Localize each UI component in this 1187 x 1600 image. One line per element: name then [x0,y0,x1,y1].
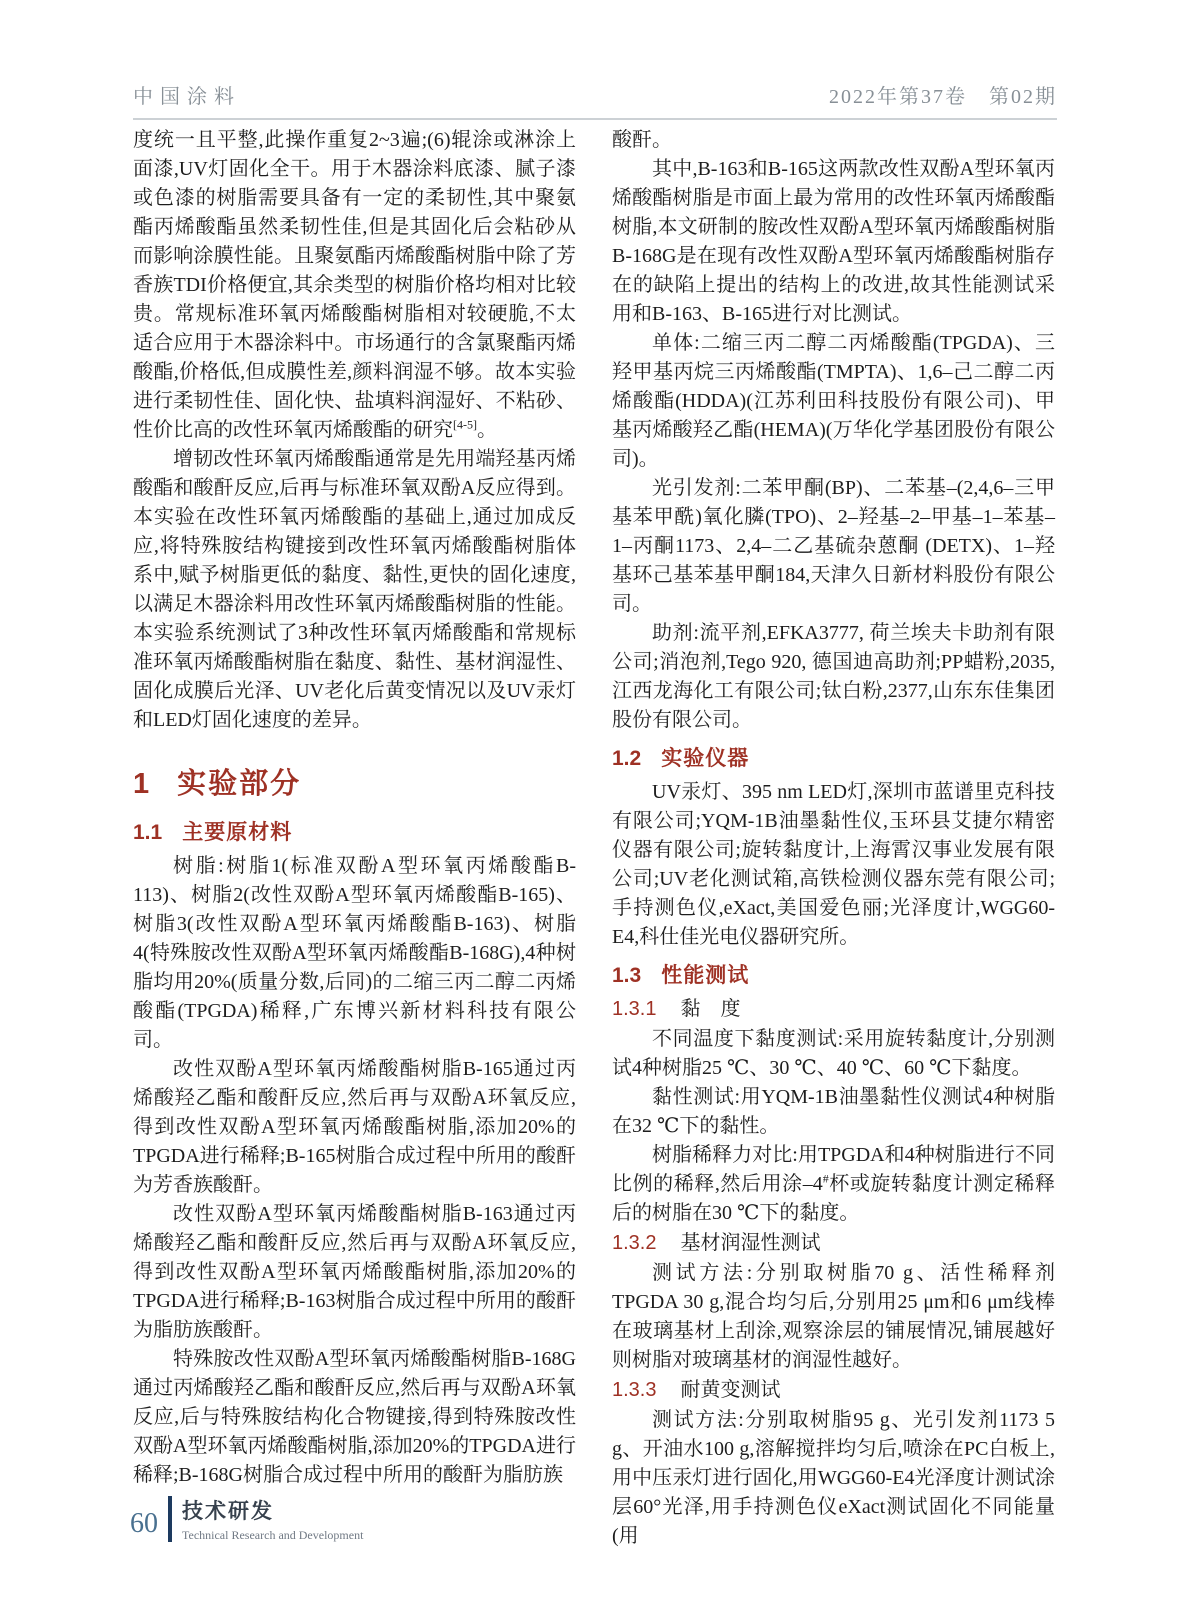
footer-divider-bar [168,1496,172,1542]
subsection-heading-performance-tests [612,959,1055,989]
section-title: 性能测试 [661,964,750,987]
paragraph [133,126,576,445]
paragraph: 光引发剂:二苯甲酮(BP)、二苯基–(2,4,6–三甲基苯甲酰)氧化膦(TPO)、2–羟基–2–甲基–1–苯基–1–丙酮1173、2,4–二乙基硫杂蒽酮 (DETX)、1–羟基环己基苯基甲酮184,天津久日新材料股份有限公司。 [612,477,1055,615]
paragraph: 测试方法:分别取树脂70 g、活性稀释剂TPGDA 30 g,混合均匀后,分别用25 μm和6 μm线棒在玻璃基材上刮涂,观察涂层的铺展情况,铺展越好则树脂对玻璃基材的润湿性越好。 [612,1262,1055,1371]
section-number: 1 [133,768,150,800]
paragraph-text: 。 [477,419,497,441]
section-number: 1.1 [133,821,163,844]
paragraph: 改性双酚A型环氧丙烯酸酯树脂B-163通过丙烯酸羟乙酯和酸酐反应,然后再与双酚A环氧反应,得到改性双酚A型环氧丙烯酸酯树脂,添加20%的TPGDA进行稀释;B-163树脂合成过程中所用的酸酐为脂肪族酸酐。 [133,1203,576,1341]
article-body [133,126,1055,1551]
section-title: 实验部分 [177,768,302,800]
paragraph [612,1141,1055,1228]
paragraph: 增韧改性环氧丙烯酸酯通常是先用端羟基丙烯酸酯和酸酐反应,后再与标准环氧双酚A反应得到。本实验在改性环氧丙烯酸酯的基础上,通过加成反应,将特殊胺结构键接到改性环氧丙烯酸酯树脂体系中,赋予树脂更低的黏度、黏性,更快的固化速度,以满足木器涂料用改性环氧丙烯酸酯树脂的性能。本实验系统测试了3种改性环氧丙烯酸酯和常规标准环氧丙烯酸酯树脂在黏度、黏性、基材润湿性、固化成膜后光泽、UV老化后黄变情况以及UV汞灯和LED灯固化速度的差异。 [133,448,576,731]
section-title: 黏 度 [680,998,741,1020]
paragraph: 特殊胺改性双酚A型环氧丙烯酸酯树脂B-168G通过丙烯酸羟乙酯和酸酐反应,然后再与双酚A环氧反应,后与特殊胺结构化合物键接,得到特殊胺改性双酚A型环氧丙烯酸酯树脂,添加20%的TPGDA进行稀释;B-168G树脂合成过程中所用的酸酐为脂肪族 [133,1348,576,1486]
footer-section-en: Technical Research and Development [182,1528,364,1542]
section-heading-experiment [133,761,576,802]
citation-reference: [4-5] [453,417,477,432]
issue-info: 2022年第37卷 第02期 [829,86,1057,108]
paragraph: 树脂:树脂1(标准双酚A型环氧丙烯酸酯B-113)、树脂2(改性双酚A型环氧丙烯酸酯B-165)、树脂3(改性双酚A型环氧丙烯酸酯B-163)、树脂4(特殊胺改性双酚A型环氧丙烯酸酯B-168G),4种树脂均用20%(质量分数,后同)的二缩三丙二醇二丙烯酸酯(TPGDA)稀释,广东博兴新材料科技有限公司。 [133,855,576,1051]
paragraph: 酸酐。 [612,129,672,151]
paragraph-text: 杯或旋转黏度计测定稀释后的树脂在30 ℃下的黏度。 [612,1173,1056,1224]
paragraph: 黏性测试:用YQM-1B油墨黏性仪测试4种树脂在32 ℃下的黏性。 [612,1086,1055,1137]
paragraph-text: 树脂稀释力对比:用TPGDA和4种树脂进行不同比例的稀释,然后用涂–4 [612,1144,1055,1195]
page-number: 60 [130,1508,158,1539]
paragraph: 不同温度下黏度测试:采用旋转黏度计,分别测试4种树脂25 ℃、30 ℃、40 ℃、60 ℃下黏度。 [612,1028,1055,1079]
paragraph: 改性双酚A型环氧丙烯酸酯树脂B-165通过丙烯酸羟乙酯和酸酐反应,然后再与双酚A环氧反应,得到改性双酚A型环氧丙烯酸酯树脂,添加20%的TPGDA进行稀释;B-165树脂合成过程中所用的酸酐为芳香族酸酐。 [133,1058,576,1196]
subsection-heading-instruments [612,742,1055,772]
paragraph: 测试方法:分别取树脂95 g、光引发剂1173 5 g、开油水100 g,溶解搅拌均匀后,喷涂在PC白板上,用中压汞灯进行固化,用WGG60-E4光泽度计测试涂层60°光泽,用手持测色仪eXact测试固化不同能量(用 [612,1409,1055,1547]
section-number: 1.3 [612,964,642,987]
section-title: 基材润湿性测试 [680,1232,821,1254]
section-number: 1.3.2 [612,1232,657,1254]
paragraph: 其中,B-163和B-165这两款改性双酚A型环氧丙烯酸酯树脂是市面上最为常用的改性环氧丙烯酸酯树脂,本文研制的胺改性双酚A型环氧丙烯酸酯树脂B-168G是在现有改性双酚A型环氧丙烯酸酯树脂存在的缺陷上提出的结构上的改进,故其性能测试采用和B-163、B-165进行对比测试。 [612,158,1055,325]
paragraph: UV汞灯、395 nm LED灯,深圳市蓝谱里克科技有限公司;YQM-1B油墨黏性仪,玉环县艾捷尔精密仪器有限公司;旋转黏度计,上海霄汉事业发展有限公司;UV老化测试箱,高铁检测仪器东莞有限公司;手持测色仪,eXact,美国爱色丽;光泽度计,WGG60-E4,科仕佳光电仪器研究所。 [612,781,1055,948]
section-number: 1.3.1 [612,998,657,1020]
subsubsection-heading-yellowing-resistance [612,1376,1055,1405]
paragraph-text: 度统一且平整,此操作重复2~3遍;(6)辊涂或淋涂上面漆,UV灯固化全干。用于木器涂料底漆、腻子漆或色漆的树脂需要具备有一定的柔韧性,其中聚氨酯丙烯酸酯虽然柔韧性佳,但是其固化后会粘砂从而影响涂膜性能。且聚氨酯丙烯酸酯树脂中除了芳香族TDI价格便宜,其余类型的树脂价格均相对比较贵。常规标准环氧丙烯酸酯树脂相对较硬脆,不太适合应用于木器涂料中。市场通行的含氯聚酯丙烯酸酯,价格低,但成膜性差,颜料润湿不够。故本实验进行柔韧性佳、固化快、盐填料润湿好、不粘砂、性价比高的改性环氧丙烯酸酯的研究 [133,129,576,441]
paragraph: 助剂:流平剂,EFKA3777, 荷兰埃夫卡助剂有限公司;消泡剂,Tego 920, 德国迪高助剂;PP蜡粉,2035,江西龙海化工有限公司;钛白粉,2377,山东东佳集团股份有限公司。 [612,622,1055,731]
journal-name: 中国涂料 [133,86,241,108]
subsubsection-heading-viscosity [612,995,1055,1024]
superscript-hash: # [822,1171,829,1186]
page-footer [130,1495,363,1543]
section-title: 实验仪器 [661,747,750,770]
left-column [133,126,576,1551]
paragraph: 单体:二缩三丙二醇二丙烯酸酯(TPGDA)、三羟甲基丙烷三丙烯酸酯(TMPTA)、1,6–己二醇二丙烯酸酯(HDDA)(江苏利田科技股份有限公司)、甲基丙烯酸羟乙酯(HEMA)(万华化学基团股份有限公司)。 [612,332,1055,470]
section-title: 主要原材料 [182,821,293,844]
section-title: 耐黄变测试 [680,1379,781,1401]
section-number: 1.2 [612,747,642,770]
subsection-heading-raw-materials [133,816,576,846]
footer-section-cn: 技术研发 [182,1500,274,1523]
page-header [133,80,1057,120]
right-column [612,126,1055,1551]
subsubsection-heading-substrate-wetting [612,1229,1055,1258]
section-number: 1.3.3 [612,1379,657,1401]
footer-section-block [182,1495,363,1543]
